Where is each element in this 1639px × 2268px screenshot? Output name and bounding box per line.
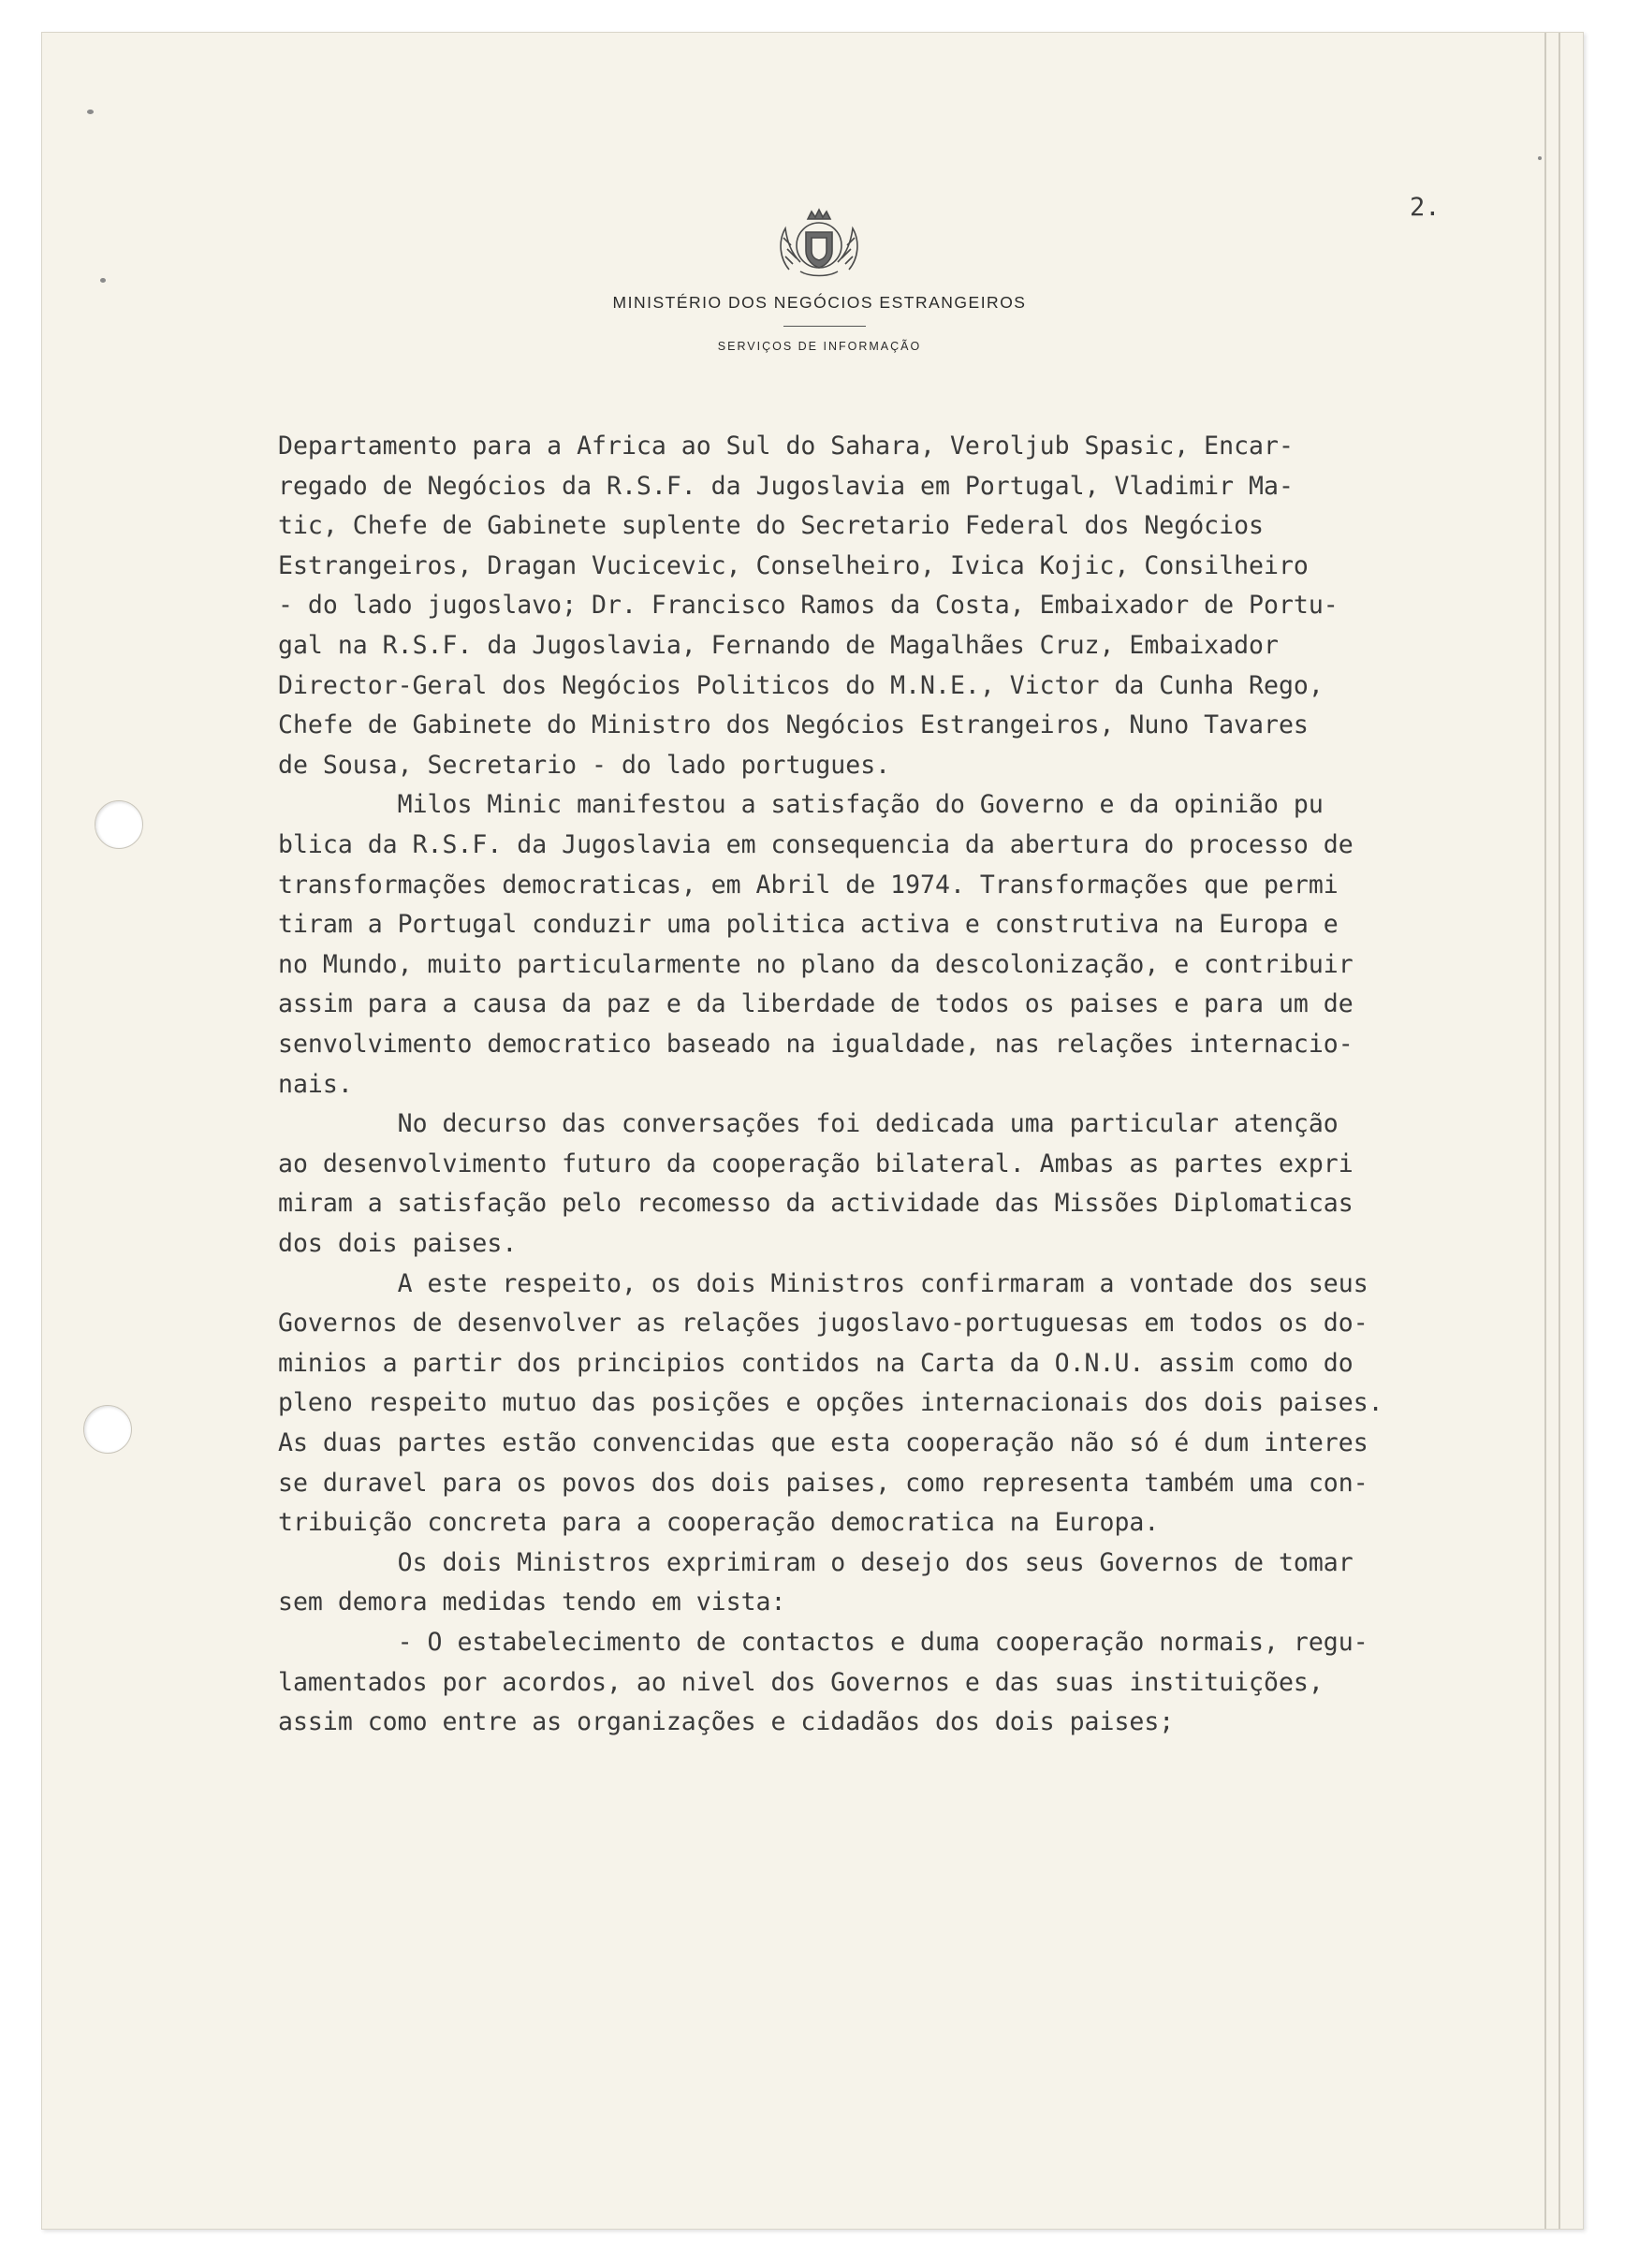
- text-line: tiram a Portugal conduzir uma politica activa e construtiva na Europa e: [278, 910, 1339, 940]
- text-line: tribuição concreta para a cooperação democratica na Europa.: [278, 1508, 1160, 1538]
- text-line: miram a satisfação pelo recomesso da actividade das Missões Diplomaticas: [278, 1189, 1354, 1219]
- text-line: regado de Negócios da R.S.F. da Jugoslavia em Portugal, Vladimir Ma-: [278, 471, 1294, 501]
- text-line: pleno respeito mutuo das posições e opções internacionais dos dois paises.: [278, 1388, 1383, 1418]
- text-line: Os dois Ministros exprimiram o desejo dos seus Governos de tomar: [278, 1547, 1354, 1577]
- text-line: nais.: [278, 1069, 353, 1099]
- page-number: 2.: [1410, 193, 1441, 222]
- text-line: se duravel para os povos dos dois paises, como representa também uma con-: [278, 1468, 1368, 1498]
- ministry-header: MINISTÉRIO DOS NEGÓCIOS ESTRANGEIROS: [612, 293, 1027, 312]
- text-line: - O estabelecimento de contactos e duma cooperação normais, regu-: [278, 1628, 1368, 1657]
- text-line: minios a partir dos principios contidos na Carta da O.N.U. assim como do: [278, 1348, 1354, 1378]
- header-divider: [783, 326, 866, 327]
- text-line: As duas partes estão convencidas que esta cooperação não só é dum interes: [278, 1428, 1368, 1457]
- text-line: assim como entre as organizações e cidadãos dos dois paises;: [278, 1707, 1175, 1737]
- text-line: Departamento para a Africa ao Sul do Sahara, Veroljub Spasic, Encar-: [278, 432, 1294, 461]
- text-line: No decurso das conversações foi dedicada uma particular atenção: [278, 1109, 1339, 1139]
- text-line: Milos Minic manifestou a satisfação do Governo e da opinião pu: [278, 790, 1324, 820]
- text-line: - do lado jugoslavo; Dr. Francisco Ramos da Costa, Embaixador de Portu-: [278, 591, 1339, 621]
- page-edge-line: [1544, 33, 1546, 2229]
- text-line: dos dois paises.: [278, 1229, 518, 1258]
- text-line: assim para a causa da paz e da liberdade de todos os paises e para um de: [278, 989, 1354, 1019]
- text-line: blica da R.S.F. da Jugoslavia em consequencia da abertura do processo de: [278, 830, 1354, 859]
- text-line: ao desenvolvimento futuro da cooperação bilateral. Ambas as partes expri: [278, 1149, 1354, 1178]
- text-line: Governos de desenvolver as relações jugoslavo-portuguesas em todos os do-: [278, 1309, 1368, 1339]
- text-line: Estrangeiros, Dragan Vucicevic, Conselheiro, Ivica Kojic, Consilheiro: [278, 550, 1309, 580]
- punch-hole-bottom: [83, 1405, 132, 1454]
- paper-speck: [1538, 156, 1542, 160]
- paper-speck: [87, 110, 94, 114]
- text-line: senvolvimento democratico baseado na igualdade, nas relações internacio-: [278, 1030, 1354, 1059]
- coat-of-arms-icon: [772, 204, 866, 279]
- text-line: Director-Geral dos Negócios Politicos do M.N.E., Victor da Cunha Rego,: [278, 670, 1324, 700]
- text-line: gal na R.S.F. da Jugoslavia, Fernando de Magalhães Cruz, Embaixador: [278, 631, 1279, 660]
- text-line: no Mundo, muito particularmente no plano da descolonização, e contribuir: [278, 949, 1354, 979]
- text-line: transformações democraticas, em Abril de 1974. Transformações que permi: [278, 870, 1339, 900]
- punch-hole-top: [95, 800, 143, 849]
- text-line: Chefe de Gabinete do Ministro dos Negócios Estrangeiros, Nuno Tavares: [278, 710, 1309, 740]
- paper-speck: [100, 278, 106, 283]
- text-line: lamentados por acordos, ao nivel dos Governos e das suas instituições,: [278, 1667, 1324, 1697]
- page-edge-line: [1559, 33, 1560, 2229]
- text-line: A este respeito, os dois Ministros confirmaram a vontade dos seus: [278, 1268, 1368, 1298]
- text-line: sem demora medidas tendo em vista:: [278, 1588, 786, 1617]
- service-subheader: SERVIÇOS DE INFORMAÇÃO: [717, 340, 922, 353]
- text-line: de Sousa, Secretario - do lado portugues.: [278, 750, 891, 780]
- text-line: tic, Chefe de Gabinete suplente do Secretario Federal dos Negócios: [278, 511, 1264, 541]
